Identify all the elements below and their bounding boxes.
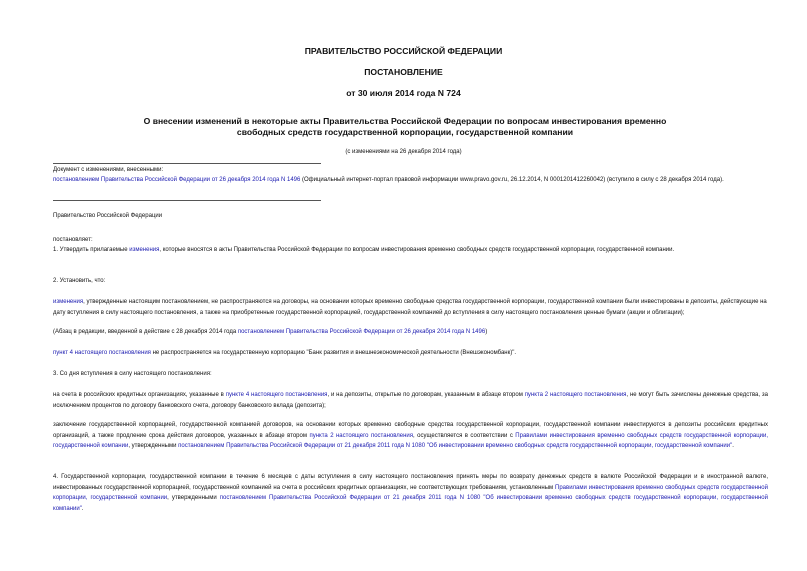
changes-intro <box>53 165 768 176</box>
p3a-item4-link[interactable]: пункте 4 настоящего постановления <box>225 392 328 398</box>
changes-decree-link[interactable]: постановлением Правительства Российской Федерации от 26 декабря 2014 года N 1496 <box>53 177 301 183</box>
p1-text-a: 1. Утвердить прилагаемые <box>53 247 130 253</box>
p2a-note-text-b: ) <box>485 329 488 335</box>
paragraph-2a-note <box>53 327 768 338</box>
government-heading: ПРАВИТЕЛЬСТВО РОССИЙСКОЙ ФЕДЕРАЦИИ <box>304 46 503 56</box>
p2a-note-text-a: (Абзац в редакции, введенной в действие с 28 декабря 2014 года <box>53 329 238 335</box>
changes-list <box>53 175 768 186</box>
p4-rules-link[interactable]: Правилами инвестирования временно свободных средств государственной корпорации, государственной компании <box>53 484 768 502</box>
paragraph-3: 3. Со дня вступления в силу настоящего постановления: <box>53 371 212 377</box>
paragraph-2a <box>53 297 768 318</box>
p2a-note-decree-link[interactable]: постановлением Правительства Российской Федерации от 26 декабря 2014 года N 1496 <box>237 329 486 335</box>
changes-rest: (Официальный интернет-портал правовой информации www.pravo.gov.ru, 26.12.2014, N 0001201412260042) (вступило в силу с 28 декабря 2014 года). <box>300 177 724 183</box>
decrees: постановляет: <box>53 237 93 243</box>
p2a-text: , утвержденные настоящим постановлением, не распространяются на договоры, на основании которых временно свободные средства государственной корпорации, государственной компании были инвестированы в депозиты, действующие на дату вступления в силу настоящего постановления, а также на приобретенные государственной корпорацией, государственной компанией до вступления в силу настоящего постановления ценные бумаги (акции и облигации); <box>53 299 767 316</box>
paragraph-4 <box>53 472 768 514</box>
document-title: О внесении изменений в некоторые акты Правительства Российской Федерации по вопросам инвестирования временно свободных средств государственной корпорации, государственной компании <box>143 116 667 137</box>
p2a-changes-link[interactable]: изменения <box>53 299 84 305</box>
paragraph-3a <box>53 390 768 411</box>
p3b-rules-link[interactable]: Правилами инвестирования временно свободных средств государственной корпорации, государственной компании <box>53 432 768 450</box>
p3a-item2-link[interactable]: пункта 2 настоящего постановления <box>524 392 627 398</box>
p3b-text-a: заключение государственной корпорацией, государственной компанией договоров, на основании которых временно свободные средства государственной корпорации, государственной компании инвестируются в депозиты российских кредитных организаций, а также продление срока действия договоров, указанных в абзаце втором <box>53 422 768 439</box>
p1-changes-link[interactable]: изменения <box>129 247 160 253</box>
p4-text-c: . <box>81 505 84 512</box>
paragraph-3b <box>53 420 768 452</box>
p3a-text-b: , и на депозиты, открытые по договорам, указанным в абзаце втором <box>327 392 525 398</box>
paragraph-2b <box>53 348 768 359</box>
p3b-item2-link[interactable]: пункта 2 настоящего постановления <box>309 432 414 439</box>
p2b-item4-link[interactable]: пункт 4 настоящего постановления <box>53 350 151 356</box>
date-number-heading: от 30 июля 2014 года N 724 <box>346 88 461 98</box>
p1-text-b: , которые вносятся в акты Правительства Российской Федерации по вопросам инвестирования временно свободных средств государственной корпорации, государственной компании. <box>159 247 675 253</box>
issuer: Правительство Российской Федерации <box>53 213 163 219</box>
bottom-rule <box>53 200 321 201</box>
p3b-decree-1080-link[interactable]: постановлением Правительства Российской Федерации от 21 декабря 2011 года N 1080 "Об инвестировании временно свободных средств государственной корпорации, государственной компании" <box>178 443 733 450</box>
p3b-text-d: . <box>732 443 734 450</box>
p3b-text-c: , утвержденными <box>128 443 179 450</box>
p2b-text: не распространяется на государственную корпорацию "Банк развития и внешнеэкономической деятельности (Внешэкономбанк)". <box>150 350 517 356</box>
changes-intro-text: Документ с изменениями, внесенными: <box>53 167 164 173</box>
p3a-text-c: , не могут быть зачислены денежные средства, за исключением процентов по договору банковского счета, договору банковского вклада (депозита); <box>53 392 769 409</box>
p4-text-b: , утвержденными <box>167 495 220 502</box>
p4-decree-1080-link[interactable]: постановлением Правительства Российской Федерации от 21 декабря 2011 года N 1080 "Об инвестировании временно свободных средств государственной корпорации, государственной компании" <box>53 495 769 512</box>
p3a-text-a: на счета в российских кредитных организациях, указанные в <box>53 392 226 398</box>
p4-text-a: 4. Государственной корпорации, государственной компании в течение 6 месяцев с даты вступления в силу настоящего постановления принять меры по возврату денежных средств в валюте Российской Федерации и в иностранной валюте, инвестированных государственной корпорацией, государственной компанией на счета в российских кредитных организациях, не соответствующих требованиям, установленным <box>53 474 768 491</box>
p3b-text-b: , осуществляется в соответствии с <box>413 432 516 439</box>
edition-note: (с изменениями на 26 декабря 2014 года) <box>345 149 462 155</box>
doc-type-heading: ПОСТАНОВЛЕНИЕ <box>364 67 443 77</box>
paragraph-2: 2. Установить, что: <box>53 278 106 284</box>
paragraph-1 <box>53 245 768 256</box>
top-rule <box>53 163 321 164</box>
